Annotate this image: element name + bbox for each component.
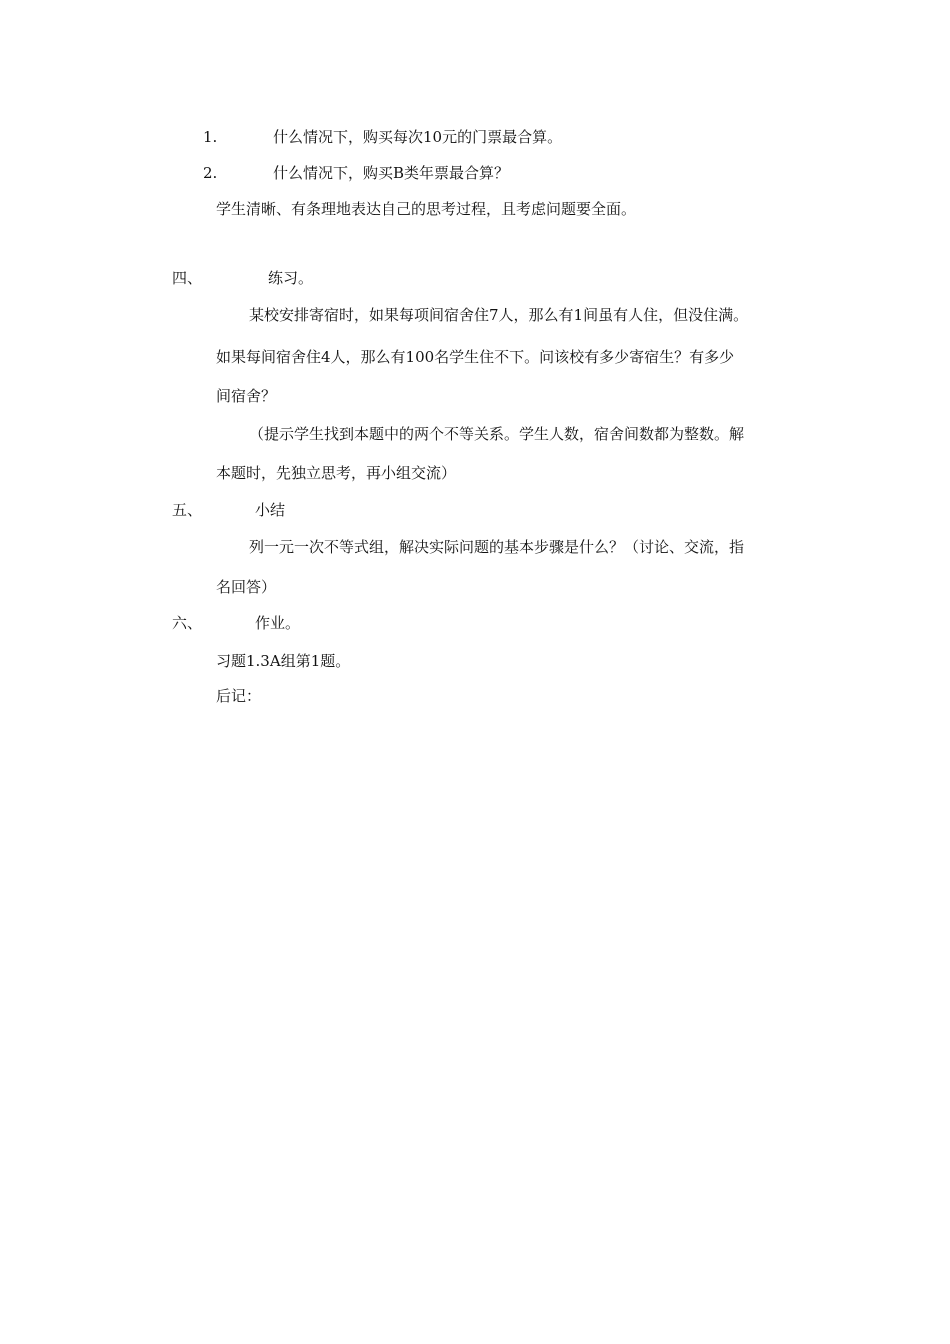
postscript-label: 后记：: [216, 687, 262, 705]
problem-line-2: 如果每间宿舍住4人，那么有100名学生住不下。问该校有多少寄宿生？有多少: [216, 348, 735, 366]
question-1-text: 什么情况下，购买每次10元的门票最合算。: [273, 128, 563, 146]
hint-line-1: （提示学生找到本题中的两个不等关系。学生人数，宿舍间数都为整数。解: [249, 425, 745, 443]
expression-note: 学生清晰、有条理地表达自己的思考过程，且考虑问题要全面。: [216, 200, 637, 218]
summary-line-1: 列一元一次不等式组，解决实际问题的基本步骤是什么？（讨论、交流，指: [249, 538, 745, 556]
question-2-number: 2.: [203, 164, 218, 182]
problem-line-1: 某校安排寄宿时，如果每项间宿舍住7人，那么有1间虽有人住，但没住满。: [249, 306, 749, 324]
question-2-text: 什么情况下，购买B类年票最合算？: [273, 164, 510, 182]
problem-line-3: 间宿舍？: [216, 387, 277, 405]
section-6-title: 作业。: [255, 614, 301, 632]
question-1-number: 1.: [203, 128, 218, 146]
section-4-title: 练习。: [268, 269, 314, 287]
summary-line-2: 名回答）: [216, 578, 277, 596]
section-4-number: 四、: [172, 269, 203, 287]
hint-line-2: 本题时，先独立思考，再小组交流）: [216, 464, 457, 482]
section-5-title: 小结: [255, 501, 286, 519]
homework-text: 习题1.3A组第1题。: [216, 652, 351, 670]
section-5-number: 五、: [172, 501, 203, 519]
section-6-number: 六、: [172, 614, 203, 632]
